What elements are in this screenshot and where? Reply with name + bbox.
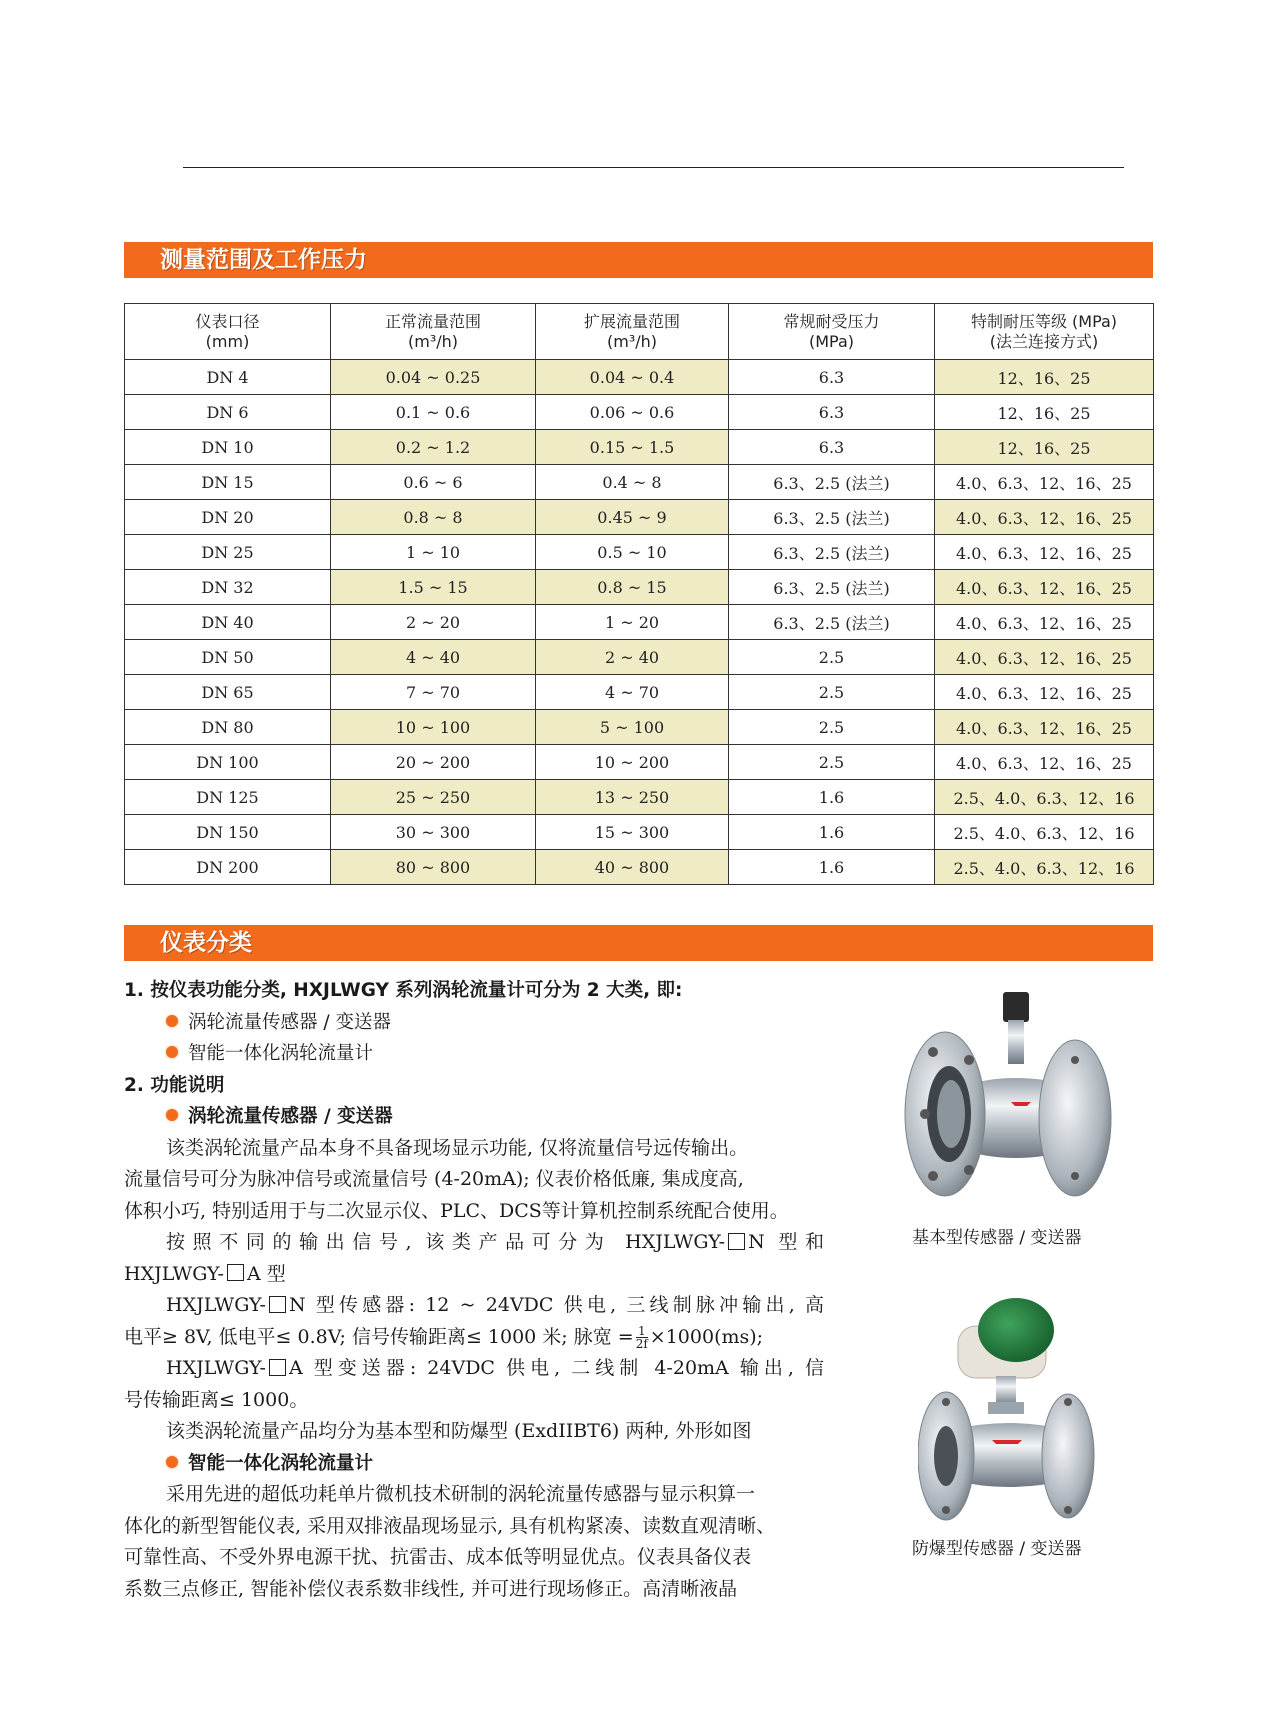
table-cell: DN 100 xyxy=(125,745,331,780)
table-row xyxy=(125,745,1154,780)
table-row xyxy=(125,640,1154,675)
header-normal-flow: 正常流量范围 (m³/h) xyxy=(331,304,536,360)
table-cell: DN 150 xyxy=(125,815,331,850)
item-1-heading: 1. 按仪表功能分类, HXJLWGY 系列涡轮流量计可分为 2 大类, 即: xyxy=(124,980,683,1001)
table-cell: DN 20 xyxy=(125,500,331,535)
table-cell: DN 40 xyxy=(125,605,331,640)
table-cell: DN 32 xyxy=(125,570,331,605)
table-row xyxy=(125,850,1154,885)
table-row xyxy=(125,430,1154,465)
table-row xyxy=(125,395,1154,430)
caption-basic-sensor: 基本型传感器 / 变送器 xyxy=(912,1228,1082,1248)
table-cell: 4.0、6.3、12、16、25 xyxy=(935,570,1154,605)
paragraph-line: 号传输距离≤ 1000。 xyxy=(124,1388,309,1411)
table-cell: 4.0、6.3、12、16、25 xyxy=(935,640,1154,675)
table-cell: 4.0、6.3、12、16、25 xyxy=(935,710,1154,745)
table-row xyxy=(125,675,1154,710)
table-cell: 5 ~ 100 xyxy=(536,710,729,745)
table-cell: 0.8 ~ 8 xyxy=(331,500,536,535)
table-cell: 12、16、25 xyxy=(935,430,1154,465)
table-cell: 2 ~ 40 xyxy=(536,640,729,675)
table-cell: 6.3 xyxy=(729,395,935,430)
table-cell: 0.15 ~ 1.5 xyxy=(536,430,729,465)
section-title-classification: 仪表分类 xyxy=(124,925,1153,961)
table-cell: 0.45 ~ 9 xyxy=(536,500,729,535)
paragraph-line: 体化的新型智能仪表, 采用双排液晶现场显示, 具有机构紧凑、读数直观清晰、 xyxy=(124,1514,776,1537)
table-cell: 4.0、6.3、12、16、25 xyxy=(935,500,1154,535)
table-row xyxy=(125,815,1154,850)
table-cell: 25 ~ 250 xyxy=(331,780,536,815)
table-row xyxy=(125,570,1154,605)
table-cell: 6.3 xyxy=(729,430,935,465)
table-cell: DN 50 xyxy=(125,640,331,675)
explosion-proof-sensor-image xyxy=(918,1290,1100,1522)
paragraph-line: 系数三点修正, 智能补偿仪表系数非线性, 并可进行现场修正。高清晰液晶 xyxy=(124,1577,738,1600)
subheading-turbine-sensor: 涡轮流量传感器 / 变送器 xyxy=(124,1101,824,1133)
header-normal-pressure: 常规耐受压力 (MPa) xyxy=(729,304,935,360)
table-cell: DN 4 xyxy=(125,360,331,395)
table-row xyxy=(125,780,1154,815)
table-cell: 1.6 xyxy=(729,780,935,815)
table-cell: 80 ~ 800 xyxy=(331,850,536,885)
table-cell: 4 ~ 40 xyxy=(331,640,536,675)
table-cell: 40 ~ 800 xyxy=(536,850,729,885)
table-cell: 2.5 xyxy=(729,710,935,745)
table-cell: 12、16、25 xyxy=(935,395,1154,430)
table-cell: 2 ~ 20 xyxy=(331,605,536,640)
table-cell: 20 ~ 200 xyxy=(331,745,536,780)
table-cell: 0.04 ~ 0.4 xyxy=(536,360,729,395)
table-cell: DN 25 xyxy=(125,535,331,570)
table-row xyxy=(125,535,1154,570)
table-cell: 0.2 ~ 1.2 xyxy=(331,430,536,465)
basic-sensor-image xyxy=(903,990,1115,1202)
table-cell: 6.3、2.5 (法兰) xyxy=(729,605,935,640)
top-rule xyxy=(183,167,1124,168)
table-cell: 2.5、4.0、6.3、12、16 xyxy=(935,815,1154,850)
table-cell: 1.6 xyxy=(729,850,935,885)
paragraph-line: 采用先进的超低功耗单片微机技术研制的涡轮流量传感器与显示积算一 xyxy=(166,1483,756,1505)
blank-square-icon xyxy=(269,1359,286,1376)
header-special-pressure: 特制耐压等级 (MPa) (法兰连接方式) xyxy=(935,304,1154,360)
table-cell: DN 200 xyxy=(125,850,331,885)
paragraph-line: HXJLWGY- A 型变送器: 24VDC 供电, 二线制 4-20mA 输出, 信 xyxy=(166,1357,824,1379)
section-title-measurement-range: 测量范围及工作压力 xyxy=(124,242,1153,278)
table-cell: 0.8 ~ 15 xyxy=(536,570,729,605)
table-cell: 2.5 xyxy=(729,745,935,780)
paragraph-line: 按照不同的输出信号, 该类产品可分为 HXJLWGY- N 型和 xyxy=(166,1231,825,1253)
table-cell: 0.5 ~ 10 xyxy=(536,535,729,570)
bullet-smart-meter: 智能一体化涡轮流量计 xyxy=(124,1038,824,1070)
table-cell: 4.0、6.3、12、16、25 xyxy=(935,745,1154,780)
paragraph-line: 体积小巧, 特别适用于与二次显示仪、PLC、DCS等计算机控制系统配合使用。 xyxy=(124,1199,789,1222)
table-cell: 4.0、6.3、12、16、25 xyxy=(935,465,1154,500)
table-cell: 10 ~ 200 xyxy=(536,745,729,780)
header-diameter: 仪表口径 (mm) xyxy=(125,304,331,360)
table-cell: 0.4 ~ 8 xyxy=(536,465,729,500)
table-cell: DN 15 xyxy=(125,465,331,500)
table-cell: 4.0、6.3、12、16、25 xyxy=(935,535,1154,570)
blank-square-icon xyxy=(269,1296,286,1313)
paragraph-line: HXJLWGY- N 型传感器: 12 ~ 24VDC 供电, 三线制脉冲输出, 高 xyxy=(166,1294,824,1316)
pulse-width-fraction: $\frac{1}{2f}$ xyxy=(635,1324,648,1351)
subheading-smart-meter: 智能一体化涡轮流量计 xyxy=(124,1448,824,1480)
paragraph-line: HXJLWGY- A 型 xyxy=(124,1262,286,1285)
table-cell: 6.3、2.5 (法兰) xyxy=(729,500,935,535)
paragraph-line: 该类涡轮流量产品均分为基本型和防爆型 (ExdIIBT6) 两种, 外形如图 xyxy=(166,1420,752,1442)
table-cell: 2.5、4.0、6.3、12、16 xyxy=(935,850,1154,885)
table-cell: DN 6 xyxy=(125,395,331,430)
table-cell: 30 ~ 300 xyxy=(331,815,536,850)
table-cell: 4.0、6.3、12、16、25 xyxy=(935,605,1154,640)
table-cell: 4 ~ 70 xyxy=(536,675,729,710)
table-cell: 1.6 xyxy=(729,815,935,850)
table-header-row xyxy=(125,304,1154,360)
header-extended-flow: 扩展流量范围 (m³/h) xyxy=(536,304,729,360)
table-cell: 6.3、2.5 (法兰) xyxy=(729,465,935,500)
table-row xyxy=(125,360,1154,395)
item-2-heading: 2. 功能说明 xyxy=(124,1074,225,1096)
table-cell: 0.06 ~ 0.6 xyxy=(536,395,729,430)
table-cell: 10 ~ 100 xyxy=(331,710,536,745)
table-cell: DN 80 xyxy=(125,710,331,745)
table-cell: DN 125 xyxy=(125,780,331,815)
table-cell: 13 ~ 250 xyxy=(536,780,729,815)
blank-square-icon xyxy=(227,1264,244,1281)
table-cell: 7 ~ 70 xyxy=(331,675,536,710)
table-row xyxy=(125,710,1154,745)
table-cell: 6.3、2.5 (法兰) xyxy=(729,570,935,605)
table-cell: 0.6 ~ 6 xyxy=(331,465,536,500)
caption-explosion-proof-sensor: 防爆型传感器 / 变送器 xyxy=(912,1539,1082,1559)
table-row xyxy=(125,500,1154,535)
table-cell: 0.04 ~ 0.25 xyxy=(331,360,536,395)
table-cell: 1 ~ 20 xyxy=(536,605,729,640)
table-cell: DN 10 xyxy=(125,430,331,465)
classification-text xyxy=(124,975,824,1605)
table-cell: 0.1 ~ 0.6 xyxy=(331,395,536,430)
bullet-dot-icon xyxy=(166,1015,178,1027)
table-cell: 12、16、25 xyxy=(935,360,1154,395)
paragraph-line: 该类涡轮流量产品本身不具备现场显示功能, 仅将流量信号远传输出。 xyxy=(166,1136,749,1159)
bullet-turbine-sensor: 涡轮流量传感器 / 变送器 xyxy=(124,1007,824,1039)
paragraph-line: 可靠性高、不受外界电源干扰、抗雷击、成本低等明显优点。仪表具备仪表 xyxy=(124,1546,752,1568)
spec-table xyxy=(124,303,1154,885)
bullet-dot-icon xyxy=(166,1046,178,1058)
table-cell: DN 65 xyxy=(125,675,331,710)
table-row xyxy=(125,465,1154,500)
table-cell: 6.3、2.5 (法兰) xyxy=(729,535,935,570)
table-cell: 4.0、6.3、12、16、25 xyxy=(935,675,1154,710)
table-cell: 2.5 xyxy=(729,675,935,710)
blank-square-icon xyxy=(728,1233,745,1250)
paragraph-line: 电平≥ 8V, 低电平≤ 0.8V; 信号传输距离≤ 1000 米; 脉宽 = $\frac{1}{2f}$ ×1000(ms); xyxy=(124,1324,764,1351)
bullet-dot-icon xyxy=(166,1456,178,1468)
table-cell: 1.5 ~ 15 xyxy=(331,570,536,605)
table-row xyxy=(125,605,1154,640)
table-cell: 1 ~ 10 xyxy=(331,535,536,570)
table-cell: 6.3 xyxy=(729,360,935,395)
table-cell: 2.5 xyxy=(729,640,935,675)
table-cell: 2.5、4.0、6.3、12、16 xyxy=(935,780,1154,815)
table-cell: 15 ~ 300 xyxy=(536,815,729,850)
bullet-dot-icon xyxy=(166,1109,178,1121)
paragraph-line: 流量信号可分为脉冲信号或流量信号 (4-20mA); 仪表价格低廉, 集成度高, xyxy=(124,1168,744,1190)
